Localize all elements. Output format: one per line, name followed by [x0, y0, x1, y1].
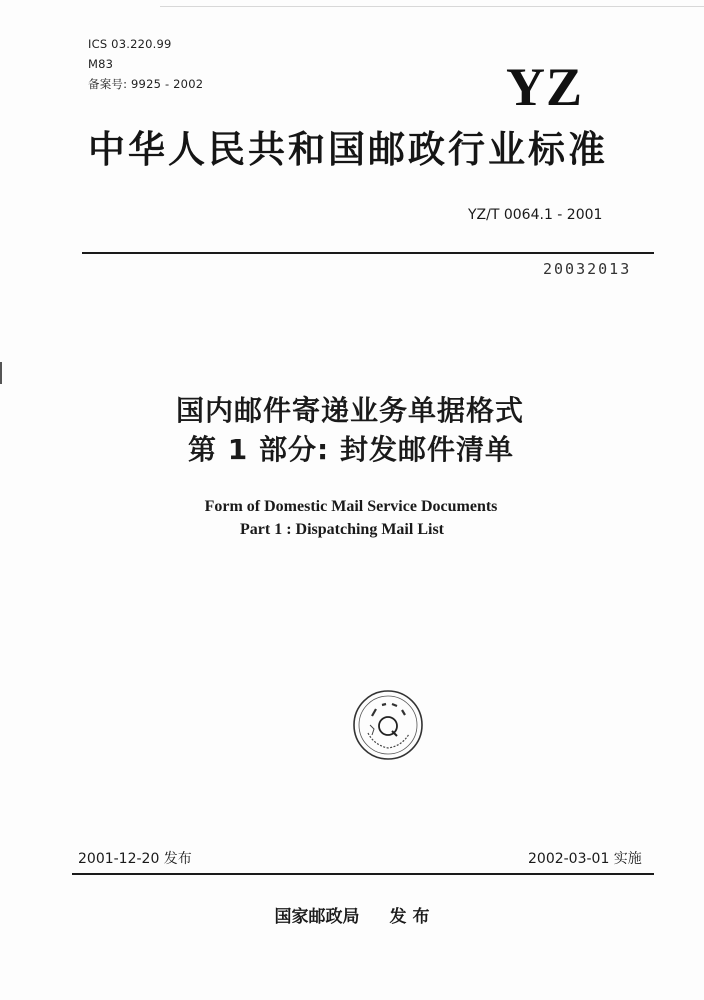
issue-word: 发 布	[389, 907, 430, 927]
effective-date: 2002-03-01 实施	[528, 851, 642, 867]
chinese-title-line-1: 国内邮件寄递业务单据格式	[175, 394, 524, 427]
scan-edge-mark	[0, 362, 2, 384]
classification-code: M83	[88, 57, 114, 71]
standard-code: YZ/T 0064.1 - 2001	[468, 207, 603, 223]
standard-category-title: 中华人民共和国邮政行业标准	[88, 128, 608, 171]
record-number: 备案号: 9925 - 2002	[88, 77, 204, 91]
library-seal-icon	[352, 689, 424, 761]
ics-code: ICS 03.220.99	[88, 37, 172, 51]
footer-divider	[72, 873, 654, 875]
header-divider	[82, 252, 654, 254]
english-title-line-1: Form of Domestic Mail Service Documents	[204, 498, 498, 515]
archive-stamp-number: 20032013	[543, 260, 632, 278]
issuer-name: 国家邮政局	[274, 907, 360, 927]
issuer-line	[0, 902, 704, 927]
chinese-title-line-2: 第 1 部分: 封发邮件清单	[188, 433, 514, 466]
issue-date: 2001-12-20 发布	[78, 851, 192, 867]
english-title-line-2: Part 1 : Dispatching Mail List	[240, 521, 444, 538]
top-edge-line	[160, 6, 704, 7]
yz-logo: YZ	[506, 57, 584, 117]
